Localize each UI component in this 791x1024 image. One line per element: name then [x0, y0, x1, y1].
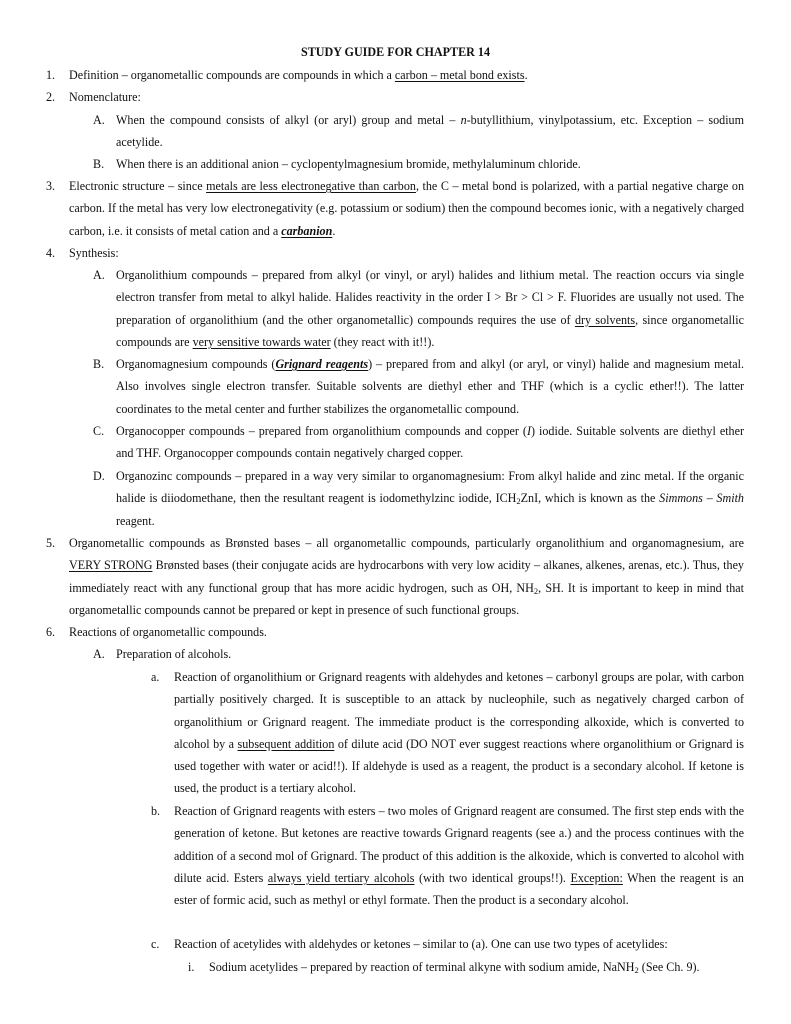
text-run: , the C – metal bond is polarized, with a partial negative charge on carbon. If the metal has very low electronegativity (e.g. potassium or sodium) then the compound becomes ionic, with a negatively charged carbon, i.e. it consists of metal cation and a [69, 179, 744, 238]
text-run: ) iodide. Suitable solvents are diethyl ether and THF. Organocopper compounds contain negatively charged copper. [116, 424, 745, 461]
item-letter: B. [93, 157, 105, 171]
item-number: 1. [46, 68, 56, 82]
item-number: 2. [46, 90, 56, 104]
text-run: (See Ch. 9). [638, 960, 700, 974]
item-letter: A. [93, 647, 105, 661]
item-number: 3. [46, 179, 56, 193]
grignard-paragraph [116, 353, 744, 420]
text-run: I [526, 424, 531, 438]
nomenclature-heading [69, 86, 744, 108]
text-run: Reaction of Grignard reagents with esters – two moles of Grignard reagent are consumed. The first step ends with the generation of ketone. But ketones are reactive towards Grignard reagents (see a.) and the process continues with the addition of a second mol of Grignard. The product of this addition is the alkoxide, which is converted to alcohol with dilute acid. Esters [174, 804, 744, 885]
underlined-text: very sensitive towards water [192, 334, 331, 349]
text-run: When the reagent is an ester of formic acid, such as methyl or ethyl formate. Then the product is a secondary alcohol. [174, 870, 744, 908]
nomenclature-a-paragraph [116, 109, 744, 154]
text-run: Sodium acetylides – prepared by reaction of terminal alkyne with sodium amide, NaNH [209, 960, 635, 974]
text-run: . [524, 68, 528, 82]
underlined-text: carbanion [281, 223, 333, 238]
definition-paragraph [69, 64, 744, 86]
text-run: Synthesis: [69, 246, 119, 260]
text-run: reagent. [116, 513, 155, 528]
text-run: Preparation of alcohols. [116, 647, 232, 661]
organocopper-paragraph [116, 420, 744, 465]
text-run: (with two identical groups!!). [414, 870, 571, 885]
underlined-text: metals are less electronegative than carbon [206, 179, 416, 193]
nomenclature-b-paragraph [116, 153, 744, 175]
text-run: , since organometallic compounds are [116, 312, 744, 349]
item-number: 6. [46, 625, 56, 639]
text-run: of dilute acid (DO NOT ever suggest reactions where organolithium or Grignard is used together with water or acid!!). If aldehyde is used as a reagent, the product is a secondary alcohol. If ketone is used, the product is a tertiary alcohol. [174, 736, 744, 796]
subscript: 2 [533, 585, 539, 596]
text-run: Electronic structure – since [69, 179, 207, 193]
text-run: Reaction of organolithium or Grignard reagents with aldehydes and ketones – carbonyl groups are polar, with carbon partially positively charged. It is susceptible to an attack by nucleophile, such as negatively charged carbon of organolithium or Grignard reagent. The immediate product is the corresponding alkoxide, which is converted to alcohol by a [174, 670, 744, 751]
item-roman: i. [188, 960, 195, 974]
page-title: STUDY GUIDE FOR CHAPTER 14 [300, 45, 491, 59]
sodium-acetylides-paragraph [209, 956, 744, 978]
text-run: Simmons – Smith [659, 491, 744, 506]
text-run: Organometallic compounds as Brønsted bases – all organometallic compounds, particularly organolithium and organomagnesium, are [69, 536, 744, 550]
text-run: Organomagnesium compounds ( [116, 357, 276, 371]
text-run: When there is an additional anion – cyclopentylmagnesium bromide, methylaluminum chloride. [116, 157, 581, 171]
item-letter: A. [93, 268, 105, 282]
text-run: (they react with it!!). [330, 334, 435, 349]
esters-paragraph [174, 800, 744, 911]
reactions-heading [69, 621, 744, 643]
item-sub-letter: b. [151, 804, 161, 818]
text-run: Brønsted bases (their conjugate acids are hydrocarbons with very low acidity – alkanes, alkenes, arenas, etc.). Thus, they immediately react with any functional group that has more acidic hydrogen, such as OH, NH [69, 558, 744, 595]
text-run: Organozinc compounds – prepared in a way very similar to organomagnesium: From alkyl halide and zinc metal. If the organic halide is diiodomethane, then the resultant reagent is iodomethylzinc iodide, ICH [116, 469, 744, 506]
item-letter: D. [93, 469, 105, 483]
synthesis-heading [69, 242, 744, 264]
underlined-text: carbon – metal bond exists [394, 68, 525, 82]
text-run: Organocopper compounds – prepared from organolithium compounds and copper ( [116, 424, 527, 438]
underlined-text: always yield tertiary alcohols [267, 870, 415, 885]
acetylides-paragraph [174, 933, 744, 955]
alcohols-heading [116, 643, 744, 665]
underlined-text: VERY STRONG [69, 558, 153, 573]
underlined-text: Exception: [570, 870, 623, 885]
text-run: , SH. It is important to keep in mind that organometallic compounds cannot be prepared or kept in presence of such functional groups. [69, 580, 744, 617]
text-run: Reactions of organometallic compounds. [69, 625, 267, 639]
item-letter: C. [93, 424, 105, 438]
electronic-structure-paragraph [69, 175, 744, 242]
text-run: When the compound consists of alkyl (or aryl) group and metal – [116, 113, 461, 127]
item-letter: B. [93, 357, 105, 371]
subscript: 2 [634, 965, 639, 975]
item-letter: A. [93, 113, 105, 127]
text-run: -butyllithium, vinylpotassium, etc. Exception – sodium acetylide. [116, 113, 745, 150]
text-run: ) – prepared from and alkyl (or aryl, or vinyl) halide and magnesium metal. Also involves single electron transfer. Suitable solvents are diethyl ether and THF (which is a cyclic ether!!). The latter coordinates to the metal center and further stabilizes the organometallic compound. [116, 357, 744, 416]
text-run: . [332, 223, 336, 238]
aldehydes-ketones-paragraph [174, 666, 744, 800]
underlined-text: Grignard reagents [275, 357, 369, 371]
text-run: Definition – organometallic compounds are compounds in which a [69, 68, 395, 82]
item-number: 5. [46, 536, 56, 550]
organolithium-paragraph [116, 264, 744, 353]
underlined-text: subsequent addition [237, 736, 335, 751]
subscript: 2 [516, 496, 521, 507]
text-run: Nomenclature: [69, 90, 141, 104]
organozinc-paragraph [116, 465, 744, 532]
text-run: Reaction of acetylides with aldehydes or ketones – similar to (a). One can use two types of acetylides: [174, 937, 668, 951]
item-sub-letter: a. [151, 670, 160, 684]
text-run: n [460, 113, 467, 127]
item-number: 4. [46, 246, 56, 260]
underlined-text: dry solvents [574, 312, 636, 327]
item-sub-letter: c. [151, 937, 160, 951]
text-run: ZnI, which is known as the [520, 491, 660, 506]
bronsted-bases-paragraph [69, 532, 744, 621]
text-run: Organolithium compounds – prepared from alkyl (or vinyl, or aryl) halides and lithium metal. The reaction occurs via single electron transfer from metal to alkyl halide. Halides reactivity in the order I > Br > Cl > F. Fluorides are usually not used. The preparation of organolithium (and the other organometallic) compounds requires the use of [116, 268, 744, 327]
